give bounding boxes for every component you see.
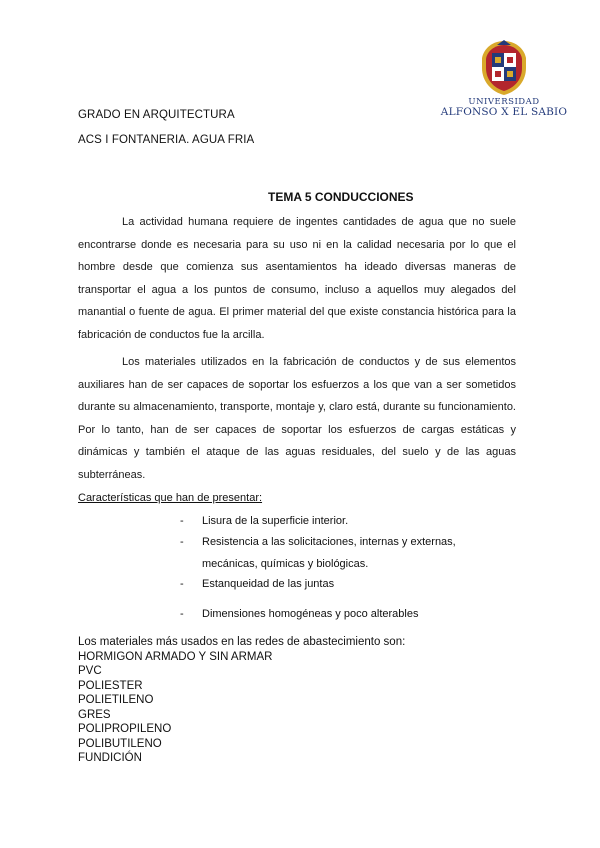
university-crest-icon	[481, 40, 527, 96]
list-item: POLIESTER	[78, 679, 143, 692]
university-logo	[440, 40, 568, 120]
course-title: ACS I FONTANERIA. AGUA FRIA	[78, 134, 255, 146]
program-title: GRADO EN ARQUITECTURA	[78, 109, 235, 121]
bullet-dash: -	[180, 515, 184, 527]
bullet-dash: -	[180, 608, 184, 620]
bullet-dash: -	[180, 578, 184, 590]
logo-university-label: UNIVERSIDAD	[468, 97, 540, 107]
list-item: HORMIGON ARMADO Y SIN ARMAR	[78, 650, 273, 663]
list-item-continuation: mecánicas, químicas y biológicas.	[202, 558, 369, 570]
list-item: POLIPROPILENO	[78, 723, 172, 735]
paragraph-materials-requirements: Los materiales utilizados en la fabricación de conductos y de sus elementos auxiliares han de ser capaces de soportar los esfuerzos a los que van a ser sometidos durante su almacenamiento, transporte, montaje y, claro está, durante su funcionamiento. Por lo tanto, han de ser capaces de soportar los esfuerzos de cargas estáticas y dinámicas y también el ataque de las aguas residuales, del suelo y de las aguas subterráneas.	[78, 356, 516, 481]
paragraph-intro: La actividad humana requiere de ingentes cantidades de agua que no suele encontrarse donde es necesaria para su uso ni en la calidad necesaria por lo que el hombre desde que comienza sus asentamientos ha ideado diversas maneras de transportar el agua a los puntos de consumo, incluso a aquellos muy alegados del manantial o fuente de agua. El primer material del que existe constancia histórica para la fabricación de conductos fue la arcilla.	[78, 216, 516, 341]
section-title: TEMA 5 CONDUCCIONES	[268, 190, 414, 204]
list-item: PVC	[78, 665, 102, 677]
materials-list	[78, 635, 405, 766]
list-item: - Dimensiones homogéneas y poco alterables	[180, 608, 419, 620]
list-item: - Estanqueidad de las juntas	[180, 578, 335, 590]
characteristics-heading: Características que han de presentar:	[78, 492, 263, 504]
bullet-dash: -	[180, 536, 184, 548]
list-item: GRES	[78, 708, 111, 721]
list-item: POLIBUTILENO	[78, 737, 162, 750]
list-item: - Lisura de la superficie interior.	[180, 515, 349, 527]
logo-name-label: ALFONSO X EL SABIO	[440, 106, 568, 118]
list-item: POLIETILENO	[78, 694, 154, 706]
list-item: - Resistencia a las solicitaciones, internas y externas,	[180, 536, 456, 548]
list-item: FUNDICIÓN	[78, 752, 142, 764]
materials-intro: Los materiales más usados en las redes de abastecimiento son:	[78, 636, 406, 648]
